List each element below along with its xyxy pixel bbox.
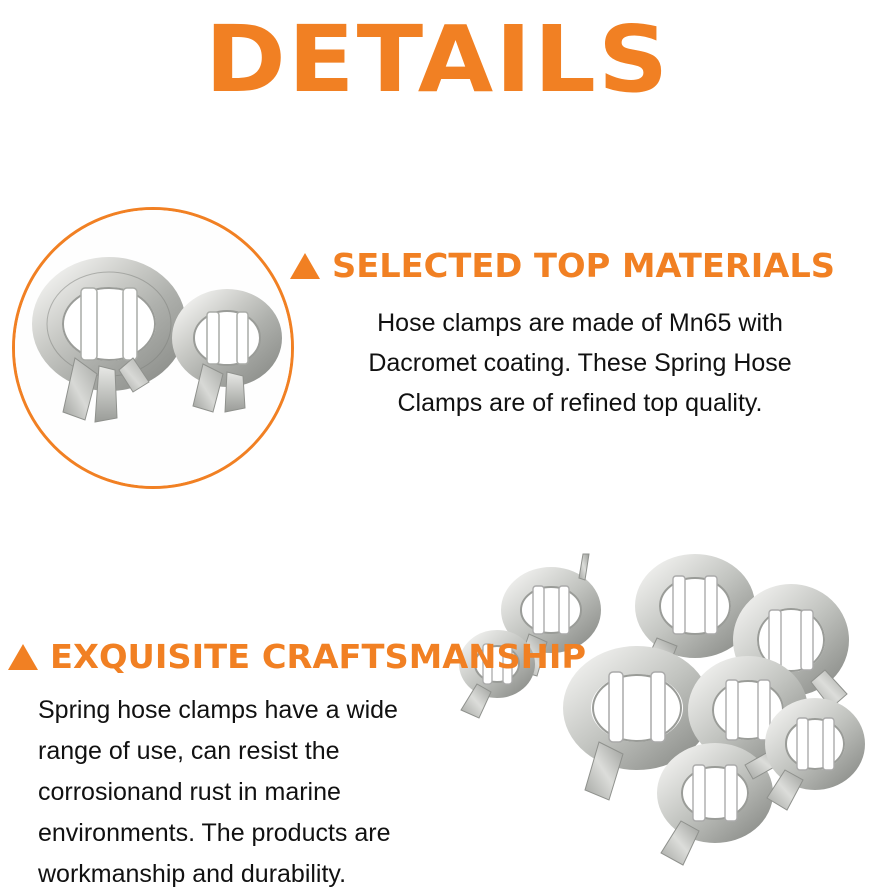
triangle-up-icon xyxy=(290,253,320,279)
selected-top-materials-image xyxy=(12,207,294,489)
page-title-container xyxy=(0,0,875,120)
selected-top-materials-heading: SELECTED TOP MATERIALS xyxy=(332,246,836,285)
exquisite-craftsmanship-heading: EXQUISITE CRAFTSMANSHIP xyxy=(50,637,587,676)
triangle-up-icon xyxy=(8,644,38,670)
exquisite-craftsmanship-image xyxy=(435,540,875,870)
selected-top-materials-body: Hose clamps are made of Mn65 with Dacromet coating. These Spring Hose Clamps are of refined top quality. xyxy=(368,309,792,417)
exquisite-craftsmanship-heading-row xyxy=(8,637,587,676)
page-title: DETAILS xyxy=(204,6,671,113)
exquisite-craftsmanship-body: Spring hose clamps have a wide range of use, can resist the corrosionand rust in marine environments. The products are workmanship and durability. xyxy=(38,696,398,888)
selected-top-materials-heading-row xyxy=(290,246,836,285)
